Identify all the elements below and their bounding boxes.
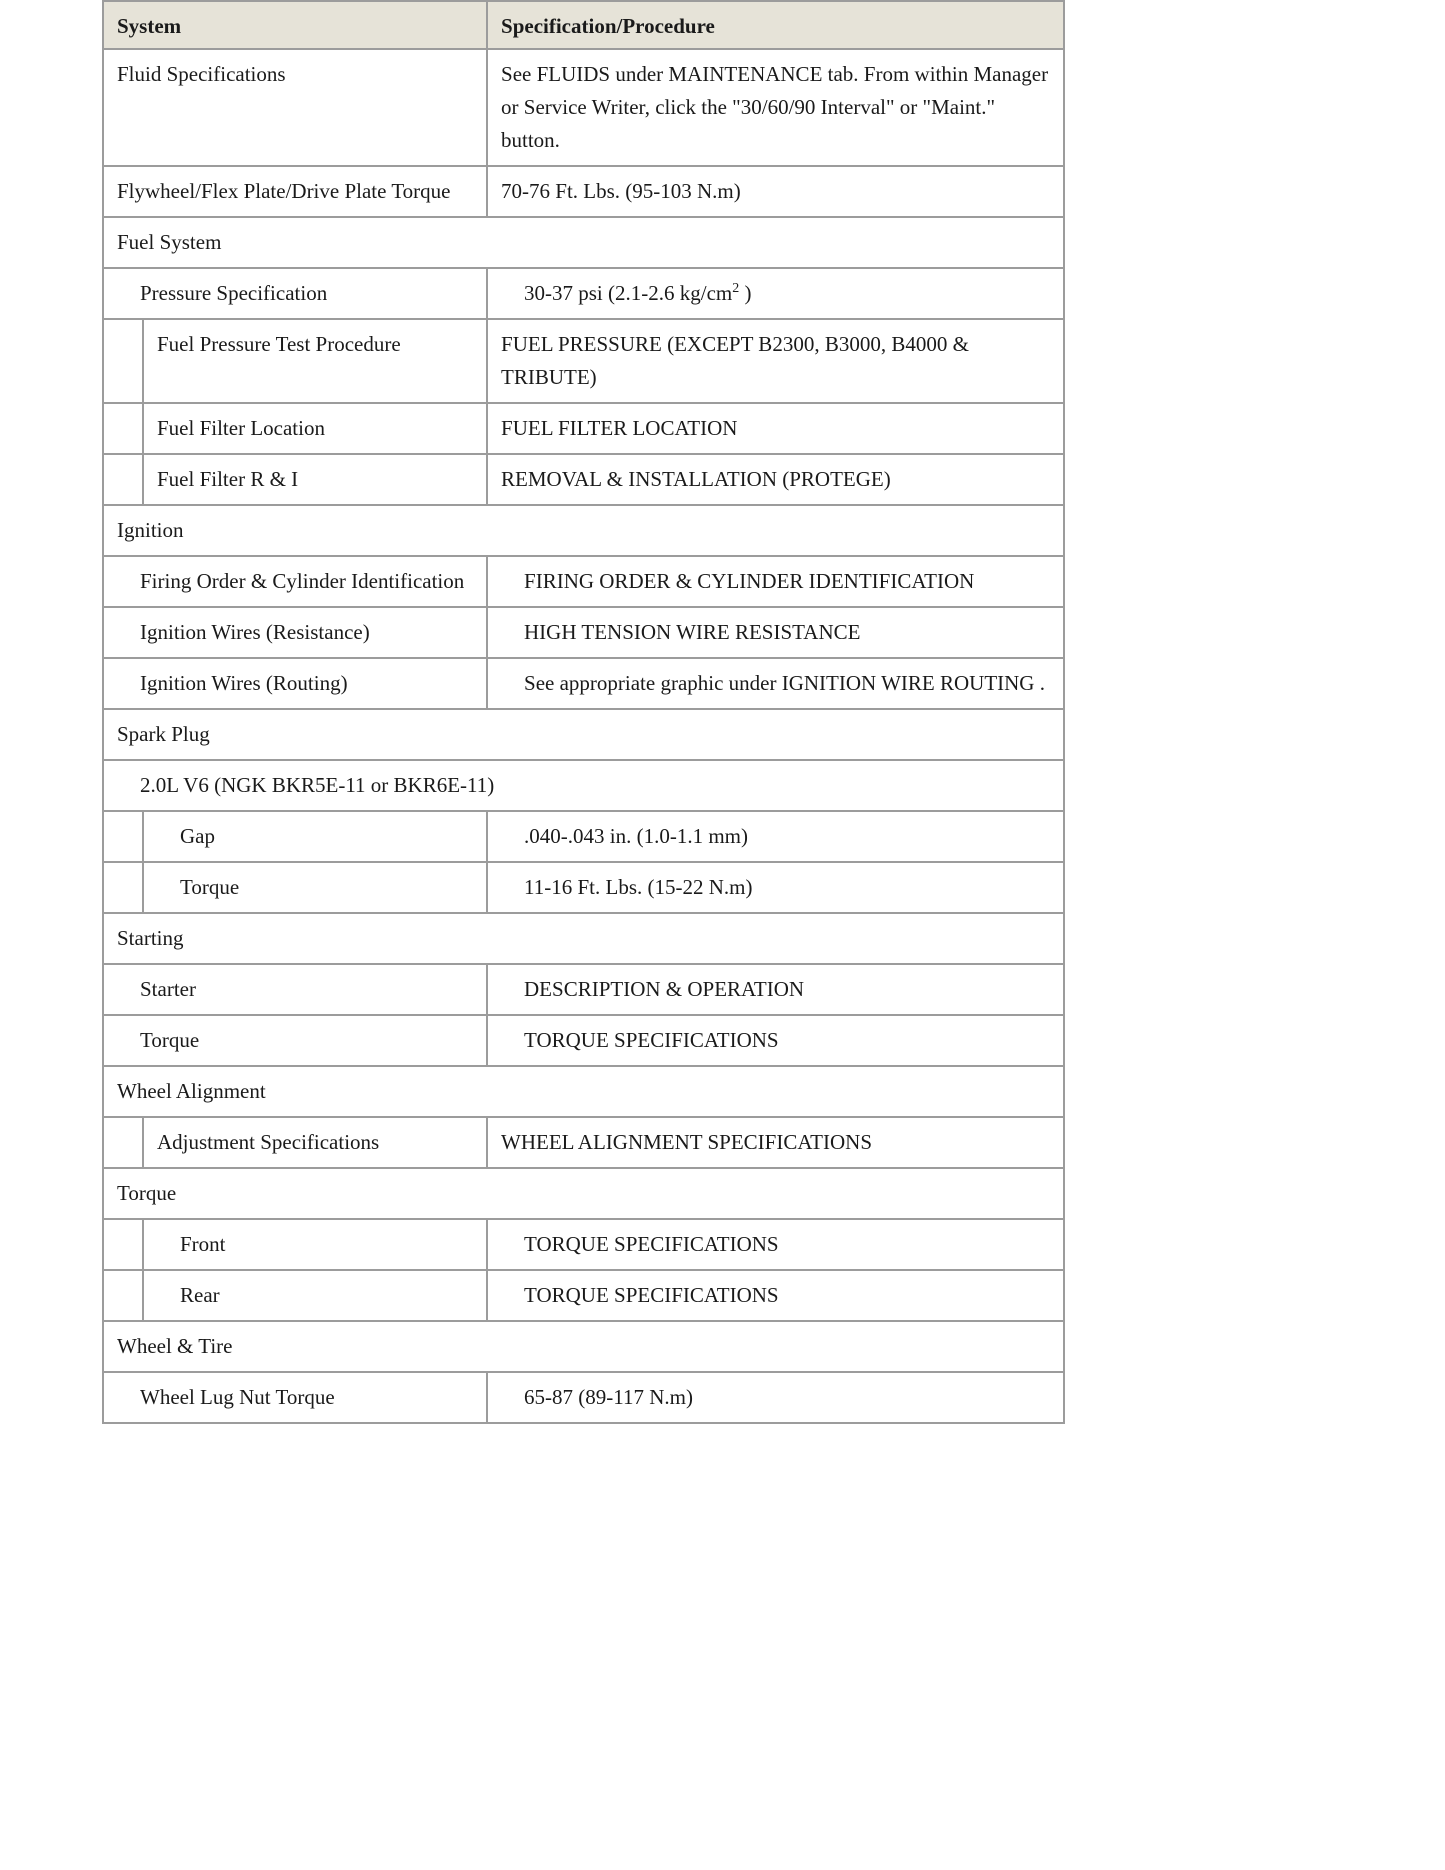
section-cell (103, 1321, 1064, 1372)
table-row (103, 658, 1064, 709)
spec-cell (487, 1372, 1064, 1423)
system-label: Flywheel/Flex Plate/Drive Plate Torque (117, 179, 451, 203)
spec-value: 65-87 (89-117 N.m) (524, 1385, 693, 1409)
system-label: Torque (180, 875, 240, 899)
system-cell (103, 1015, 487, 1066)
section-label: Starting (117, 926, 184, 950)
spec-cell (487, 862, 1064, 913)
table-row (103, 166, 1064, 217)
section-row (103, 709, 1064, 760)
system-cell (143, 811, 487, 862)
system-label: Front (180, 1232, 226, 1256)
system-label: Pressure Specification (140, 281, 328, 305)
system-label: Wheel Lug Nut Torque (140, 1385, 335, 1409)
section-label: Wheel & Tire (117, 1334, 233, 1358)
spec-value-end: ) (739, 281, 752, 305)
system-cell (103, 268, 487, 319)
system-cell (103, 556, 487, 607)
table-row (103, 268, 1064, 319)
spec-value: 70-76 Ft. Lbs. (95-103 N.m) (501, 179, 741, 203)
indent-spacer (103, 1219, 143, 1270)
system-cell (103, 658, 487, 709)
spec-value: TORQUE SPECIFICATIONS (524, 1028, 779, 1052)
section-row (103, 913, 1064, 964)
section-label: Wheel Alignment (117, 1079, 266, 1103)
indent-spacer (103, 319, 143, 403)
spec-cell (487, 556, 1064, 607)
subsection-cell (103, 760, 1064, 811)
system-cell (143, 454, 487, 505)
spec-value: .040-.043 in. (1.0-1.1 mm) (524, 824, 748, 848)
system-label: Firing Order & Cylinder Identification (140, 569, 465, 593)
system-label: Ignition Wires (Resistance) (140, 620, 370, 644)
system-cell (143, 862, 487, 913)
spec-value: HIGH TENSION WIRE RESISTANCE (524, 620, 861, 644)
table-row (103, 1270, 1064, 1321)
section-cell (103, 1066, 1064, 1117)
spec-cell (487, 403, 1064, 454)
system-label: Gap (180, 824, 215, 848)
system-cell (143, 403, 487, 454)
table-row (103, 964, 1064, 1015)
spec-value: FIRING ORDER & CYLINDER IDENTIFICATION (524, 569, 975, 593)
spec-cell (487, 1117, 1064, 1168)
spec-value: TORQUE SPECIFICATIONS (524, 1232, 779, 1256)
table-row (103, 1117, 1064, 1168)
table-row (103, 1219, 1064, 1270)
spec-value: FUEL PRESSURE (EXCEPT B2300, B3000, B4000 & TRIBUTE) (501, 332, 969, 389)
spec-value-superscript: 2 (732, 281, 740, 296)
spec-cell (487, 1015, 1064, 1066)
table-row (103, 1015, 1064, 1066)
spec-cell (487, 166, 1064, 217)
subsection-row (103, 760, 1064, 811)
system-label: Rear (180, 1283, 220, 1307)
system-label: Torque (140, 1028, 200, 1052)
subsection-label: 2.0L V6 (NGK BKR5E-11 or BKR6E-11) (140, 773, 495, 797)
spec-value: FUEL FILTER LOCATION (501, 416, 738, 440)
system-label: Fuel Pressure Test Procedure (157, 332, 401, 356)
section-cell (103, 505, 1064, 556)
system-cell (143, 1117, 487, 1168)
spec-value: 11-16 Ft. Lbs. (15-22 N.m) (524, 875, 753, 899)
section-row (103, 217, 1064, 268)
section-cell (103, 709, 1064, 760)
system-cell (103, 49, 487, 166)
spec-value-main: 30-37 psi (2.1-2.6 kg/cm (524, 281, 733, 305)
system-cell (143, 319, 487, 403)
section-row (103, 1168, 1064, 1219)
header-system: System (103, 1, 487, 49)
spec-value: See FLUIDS under MAINTENANCE tab. From within Manager or Service Writer, click the "30/60/90 Interval" or "Maint." button. (501, 62, 1049, 152)
system-label: Adjustment Specifications (157, 1130, 380, 1154)
section-row (103, 505, 1064, 556)
table-row (103, 811, 1064, 862)
system-cell (103, 964, 487, 1015)
system-label: Ignition Wires (Routing) (140, 671, 348, 695)
section-label: Spark Plug (117, 722, 210, 746)
spec-value: TORQUE SPECIFICATIONS (524, 1283, 779, 1307)
indent-spacer (103, 862, 143, 913)
indent-spacer (103, 1270, 143, 1321)
spec-cell (487, 811, 1064, 862)
table-row (103, 556, 1064, 607)
spec-value (488, 269, 1063, 318)
section-label: Torque (117, 1181, 177, 1205)
indent-spacer (103, 454, 143, 505)
indent-spacer (103, 811, 143, 862)
spec-cell (487, 1270, 1064, 1321)
header-spec: Specification/Procedure (487, 1, 1064, 49)
spec-value: WHEEL ALIGNMENT SPECIFICATIONS (501, 1130, 873, 1154)
system-cell (103, 607, 487, 658)
system-label: Fuel Filter Location (157, 416, 325, 440)
indent-spacer (103, 403, 143, 454)
section-row (103, 1321, 1064, 1372)
spec-cell (487, 454, 1064, 505)
spec-value: REMOVAL & INSTALLATION (PROTEGE) (501, 467, 891, 491)
section-label: Fuel System (117, 230, 222, 254)
spec-cell (487, 319, 1064, 403)
section-label: Ignition (117, 518, 184, 542)
spec-cell (487, 607, 1064, 658)
system-label: Fuel Filter R & I (157, 467, 299, 491)
system-cell (103, 1372, 487, 1423)
indent-spacer (103, 1117, 143, 1168)
table-row (103, 1372, 1064, 1423)
table-row (103, 319, 1064, 403)
system-label: Fluid Specifications (117, 62, 286, 86)
table-row (103, 49, 1064, 166)
spec-cell (487, 964, 1064, 1015)
spec-value: DESCRIPTION & OPERATION (524, 977, 805, 1001)
spec-value: See appropriate graphic under IGNITION WIRE ROUTING . (524, 671, 1045, 695)
system-cell (103, 166, 487, 217)
specification-table (102, 0, 1065, 1424)
table-row (103, 607, 1064, 658)
table-row (103, 403, 1064, 454)
spec-cell (487, 658, 1064, 709)
table-row (103, 862, 1064, 913)
section-cell (103, 1168, 1064, 1219)
spec-cell (487, 268, 1064, 319)
spec-cell (487, 1219, 1064, 1270)
system-cell (143, 1219, 487, 1270)
header-row (103, 1, 1064, 49)
table-row (103, 454, 1064, 505)
section-cell (103, 217, 1064, 268)
spec-cell (487, 49, 1064, 166)
section-row (103, 1066, 1064, 1117)
system-label: Starter (140, 977, 196, 1001)
system-cell (143, 1270, 487, 1321)
section-cell (103, 913, 1064, 964)
